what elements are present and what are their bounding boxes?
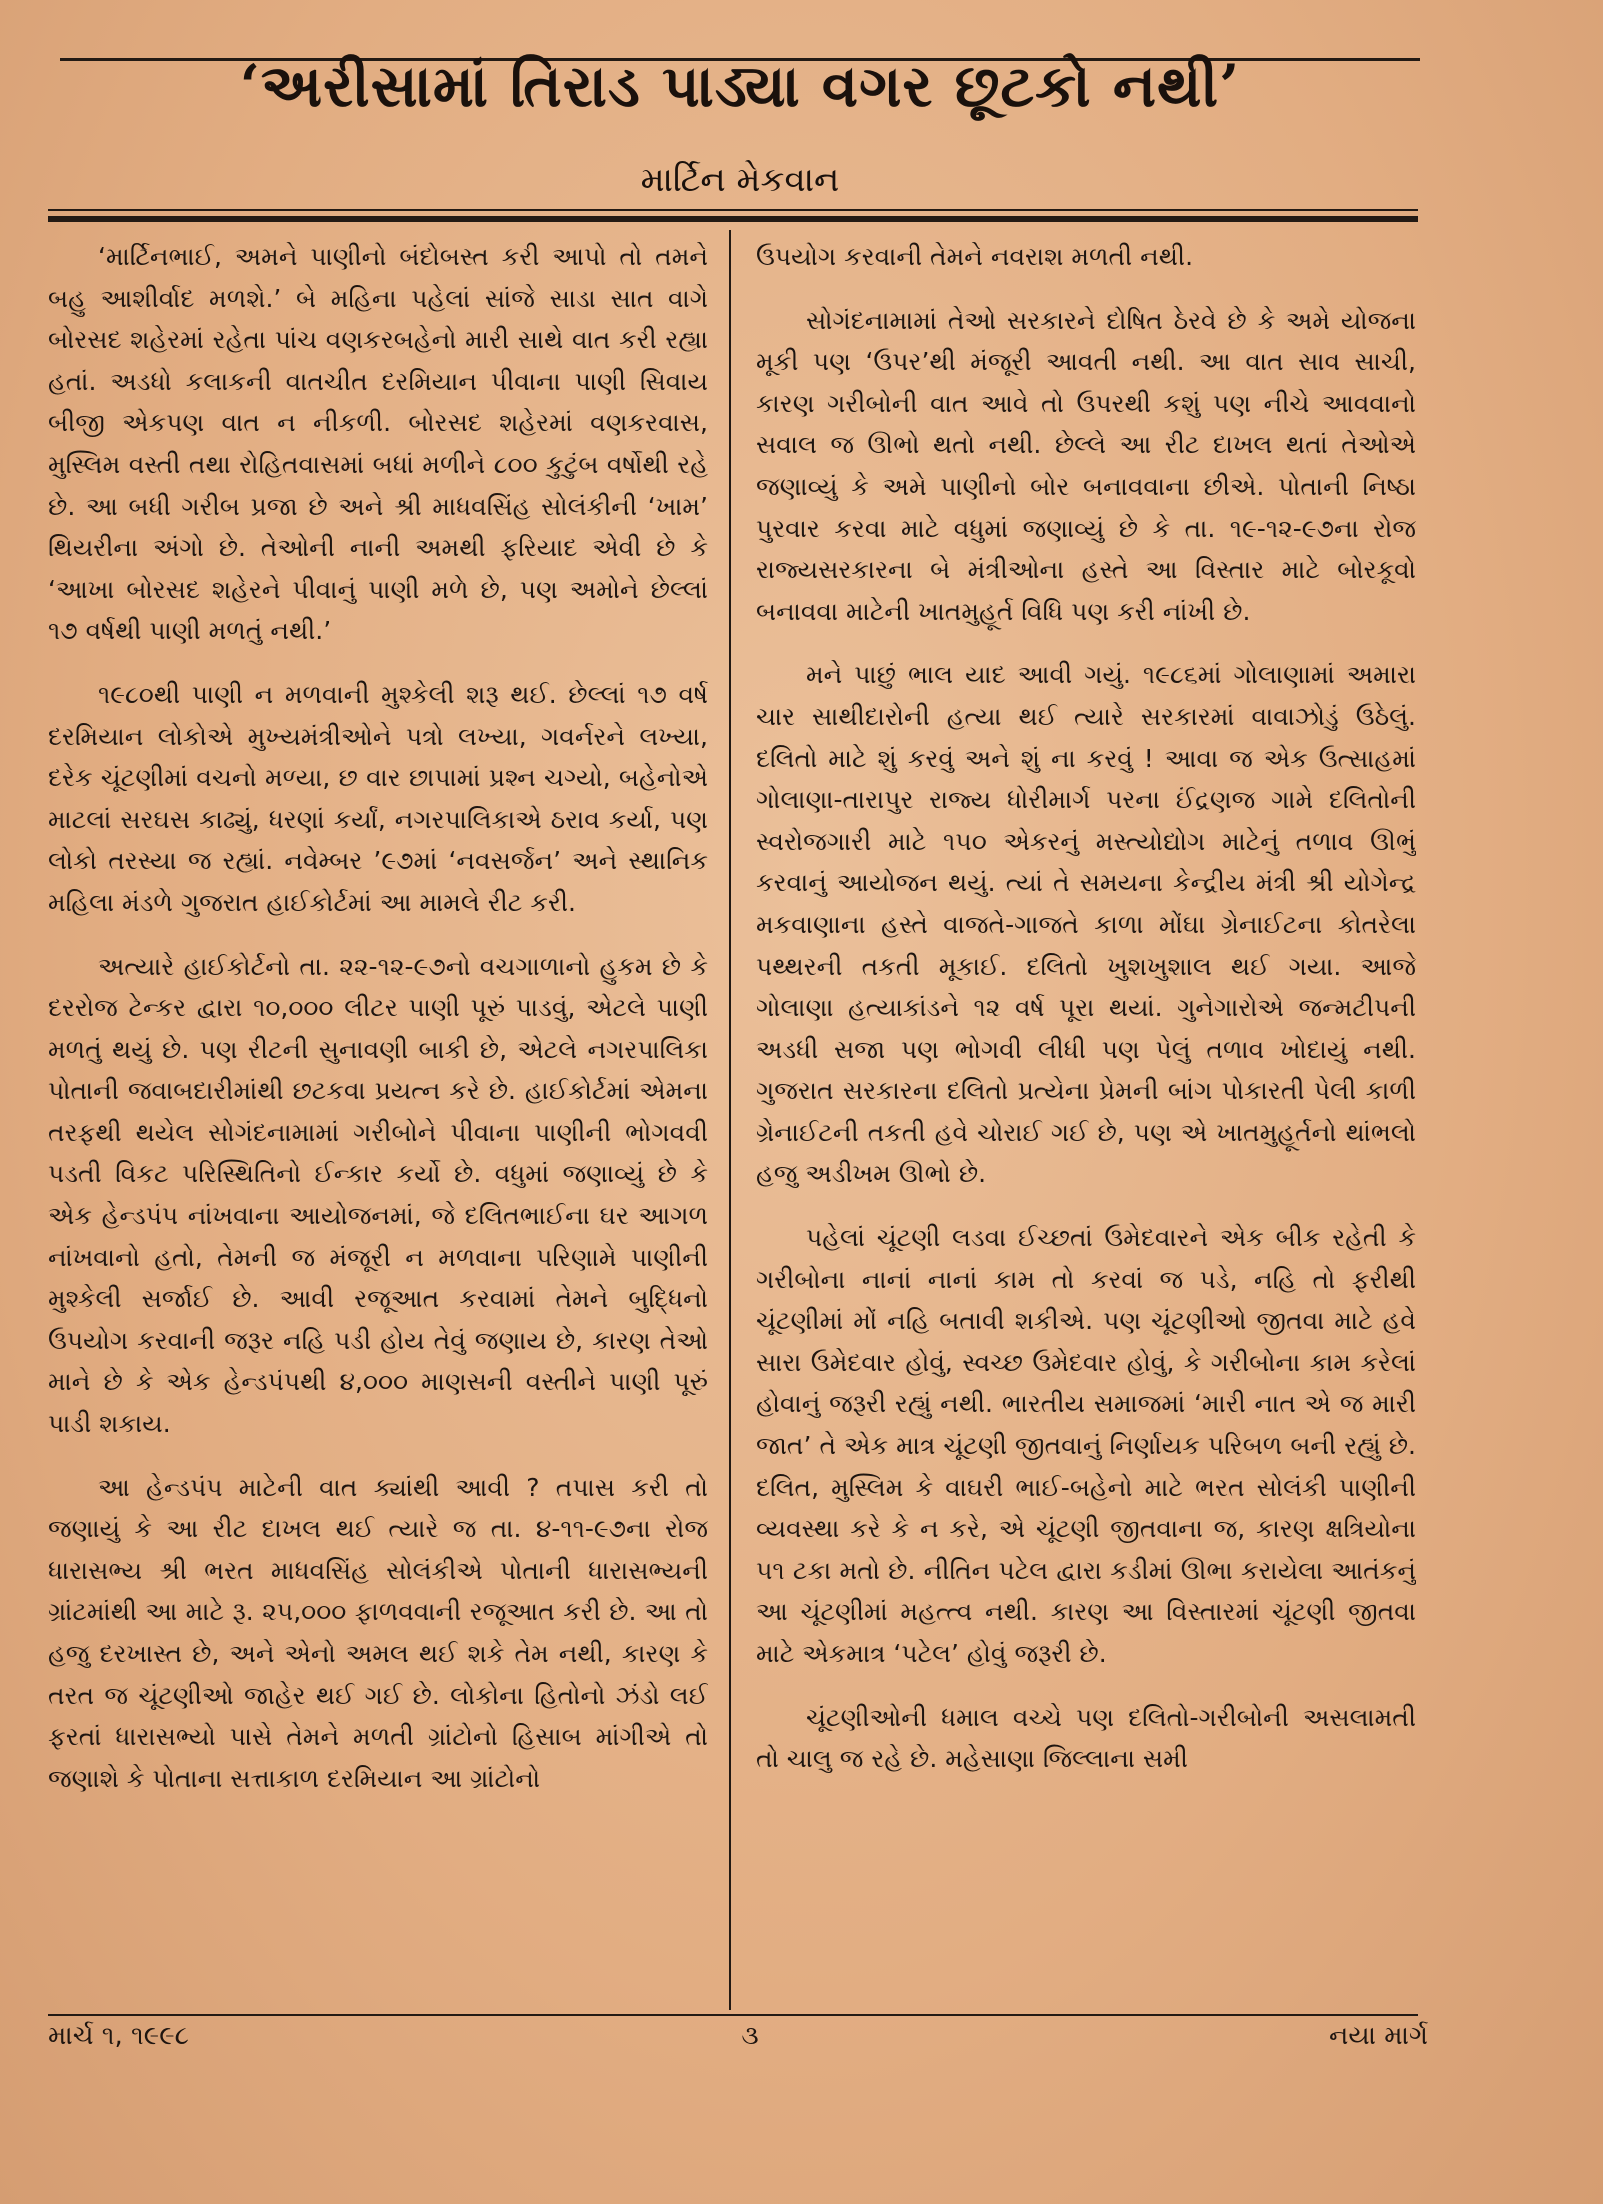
column-divider: [729, 230, 731, 2010]
footer-rule: [48, 2014, 1418, 2016]
right-column: [756, 236, 1416, 2006]
paragraph: અત્યારે હાઈકોર્ટનો તા. ૨૨-૧૨-૯૭નો વચગાળાનો હુકમ છે કે દરરોજ ટેન્કર દ્વારા ૧૦,૦૦૦ લીટર પાણી પૂરું પાડવું, એટલે પાણી મળતું થયું છે. પણ રીટની સુનાવણી બાકી છે, એટલે નગરપાલિકા પોતાની જવાબદારીમાંથી છટકવા પ્રયત્ન કરે છે. હાઈકોર્ટમાં એમના તરફથી થયેલ સોગંદનામામાં ગરીબોને પીવાના પાણીની ભોગવવી પડતી વિકટ પરિસ્થિતિનો ઈન્કાર કર્યો છે. વધુમાં જણાવ્યું છે કે એક હેન્ડપંપ નાંખવાના આયોજનમાં, જે દલિતભાઈના ઘર આગળ નાંખવાનો હતો, તેમની જ મંજૂરી ન મળવાના પરિણામે પાણીની મુશ્કેલી સર્જાઈ છે. આવી રજૂઆત કરવામાં તેમને બુદ્ધિનો ઉપયોગ કરવાની જરૂર નહિ પડી હોય તેવું જણાય છે, કારણ તેઓ માને છે કે એક હેન્ડપંપથી ૪,૦૦૦ માણસની વસ્તીને પાણી પૂરું પાડી શકાય.: [48, 951, 708, 1439]
article-title: ‘અરીસામાં તિરાડ પાડ્યા વગર છૂટકો નથી’: [239, 52, 1241, 120]
footer-publication: નયા માર્ગ: [1328, 2021, 1428, 2051]
footer-date: માર્ચ ૧, ૧૯૯૮: [48, 2021, 189, 2051]
article-author: માર્ટિન મેકવાન: [640, 160, 840, 200]
paragraph: પહેલાં ચૂંટણી લડવા ઈચ્છતાં ઉમેદવારને એક બીક રહેતી કે ગરીબોના નાનાં નાનાં કામ તો કરવાં જ પડે, નહિ તો ફરીથી ચૂંટણીમાં મોં નહિ બતાવી શકીએ. પણ ચૂંટણીઓ જીતવા માટે હવે સારા ઉમેદવાર હોવું, સ્વચ્છ ઉમેદવાર હોવું, કે ગરીબોના કામ કરેલાં હોવાનું જરૂરી રહ્યું નથી. ભારતીય સમાજમાં ‘મારી નાત એ જ મારી જાત’ તે એક માત્ર ચૂંટણી જીતવાનું નિર્ણાયક પરિબળ બની રહ્યું છે. દલિત, મુસ્લિમ કે વાઘરી ભાઈ-બહેનો માટે ભરત સોલંકી પાણીની વ્યવસ્થા કરે કે ન કરે, એ ચૂંટણી જીતવાના જ, કારણ ક્ષત્રિયોના ૫૧ ટકા મતો છે. નીતિન પટેલ દ્વારા કડીમાં ઊભા કરાયેલા આતંકનું આ ચૂંટણીમાં મહત્ત્વ નથી. કારણ આ વિસ્તારમાં ચૂંટણી જીતવા માટે એકમાત્ર ‘પટેલ’ હોવું જરૂરી છે.: [756, 1223, 1416, 1668]
left-column: [48, 236, 708, 2006]
paragraph: ‘માર્ટિનભાઈ, અમને પાણીનો બંદોબસ્ત કરી આપો તો તમને બહુ આશીર્વાદ મળશે.’ બે મહિના પહેલાં સાંજે સાડા સાત વાગે બોરસદ શહેરમાં રહેતા પાંચ વણકરબહેનો મારી સાથે વાત કરી રહ્યા હતાં. અડધો કલાકની વાતચીત દરમિયાન પીવાના પાણી સિવાય બીજી એકપણ વાત ન નીકળી. બોરસદ શહેરમાં વણકરવાસ, મુસ્લિમ વસ્તી તથા રોહિતવાસમાં બધાં મળીને ૮૦૦ કુટુંબ વર્ષોથી રહે છે. આ બધી ગરીબ પ્રજા છે અને શ્રી માધવસિંહ સોલંકીની ‘ખામ’ થિયરીના અંગો છે. તેઓની નાની અમથી ફરિયાદ એવી છે કે ‘આખા બોરસદ શહેરને પીવાનું પાણી મળે છે, પણ અમોને છેલ્લાં ૧૭ વર્ષથી પાણી મળતું નથી.’: [48, 242, 708, 646]
author-rule-thin: [48, 209, 1418, 211]
footer-page-number: ૩: [741, 2021, 759, 2051]
author-rule-thick: [48, 216, 1418, 222]
paragraph: મને પાછું ભાલ યાદ આવી ગયું. ૧૯૮૬માં ગોલાણામાં અમારા ચાર સાથીદારોની હત્યા થઈ ત્યારે સરકારમાં વાવાઝોડું ઉઠેલું. દલિતો માટે શું કરવું અને શું ના કરવું ! આવા જ એક ઉત્સાહમાં ગોલાણા-તારાપુર રાજ્ય ધોરીમાર્ગ પરના ઈંદ્રણજ ગામે દલિતોની સ્વરોજગારી માટે ૧૫૦ એકરનું મસ્ત્યોદ્યોગ માટેનું તળાવ ઊભું કરવાનું આયોજન થયું. ત્યાં તે સમયના કેન્દ્રીય મંત્રી શ્રી યોગેન્દ્ર મકવાણાના હસ્તે વાજતે-ગાજતે કાળા મોંઘા ગ્રેનાઈટના કોતરેલા પથ્થરની તકતી મૂકાઈ. દલિતો ખુશખુશાલ થઈ ગયા. આજે ગોલાણા હત્યાકાંડને ૧૨ વર્ષ પૂરા થયાં. ગુનેગારોએ જન્મટીપની અડધી સજા પણ ભોગવી લીધી પણ પેલું તળાવ ખોદાયું નથી. ગુજરાત સરકારના દલિતો પ્રત્યેના પ્રેમની બાંગ પોકારતી પેલી કાળી ગ્રેનાઈટની તકતી હવે ચોરાઈ ગઈ છે, પણ એ ખાતમુહૂર્તનો થાંભલો હજુ અડીખમ ઊભો છે.: [756, 660, 1416, 1189]
paragraph: સોગંદનામામાં તેઓ સરકારને દોષિત ઠેરવે છે કે અમે યોજના મૂકી પણ ‘ઉપર’થી મંજૂરી આવતી નથી. આ વાત સાવ સાચી, કારણ ગરીબોની વાત આવે તો ઉપરથી કશું પણ નીચે આવવાનો સવાલ જ ઊભો થતો નથી. છેલ્લે આ રીટ દાખલ થતાં તેઓએ જણાવ્યું કે અમે પાણીનો બોર બનાવવાના છીએ. પોતાની નિષ્ઠા પુરવાર કરવા માટે વધુમાં જણાવ્યું છે કે તા. ૧૯-૧૨-૯૭ના રોજ રાજ્યસરકારના બે મંત્રીઓના હસ્તે આ વિસ્તાર માટે બોરકૂવો બનાવવા માટેની ખાતમુહૂર્ત વિધિ પણ કરી નાંખી છે.: [756, 305, 1416, 626]
paragraph: આ હેન્ડપંપ માટેની વાત ક્યાંથી આવી ? તપાસ કરી તો જણાયું કે આ રીટ દાખલ થઈ ત્યારે જ તા. ૪-૧૧-૯૭ના રોજ ધારાસભ્ય શ્રી ભરત માધવસિંહ સોલંકીએ પોતાની ધારાસભ્યની ગ્રાંટમાંથી આ માટે રૂ. ૨૫,૦૦૦ ફાળવવાની રજૂઆત કરી છે. આ તો હજુ દરખાસ્ત છે, અને એનો અમલ થઈ શકે તેમ નથી, કારણ કે તરત જ ચૂંટણીઓ જાહેર થઈ ગઈ છે. લોકોના હિતોનો ઝંડો લઈ ફરતાં ધારાસભ્યો પાસે તેમને મળતી ગ્રાંટોનો હિસાબ માંગીએ તો જણાશે કે પોતાના સત્તાકાળ દરમિયાન આ ગ્રાંટોનો: [48, 1472, 708, 1793]
paragraph: ૧૯૮૦થી પાણી ન મળવાની મુશ્કેલી શરૂ થઈ. છેલ્લાં ૧૭ વર્ષ દરમિયાન લોકોએ મુખ્યમંત્રીઓને પત્રો લખ્યા, ગવર્નરને લખ્યા, દરેક ચૂંટણીમાં વચનો મળ્યા, છ વાર છાપામાં પ્રશ્ન ચગ્યો, બહેનોએ માટલાં સરઘસ કાઢ્યું, ધરણાં કર્યાં, નગરપાલિકાએ ઠરાવ કર્યા, પણ લોકો તરસ્યા જ રહ્યાં. નવેમ્બર ’૯૭માં ‘નવસર્જન’ અને સ્થાનિક મહિલા મંડળે ગુજરાત હાઈકોર્ટમાં આ મામલે રીટ કરી.: [48, 679, 708, 917]
paragraph: ચૂંટણીઓની ધમાલ વચ્ચે પણ દલિતો-ગરીબોની અસલામતી તો ચાલુ જ રહે છે. મહેસાણા જિલ્લાના સમી: [756, 1702, 1416, 1774]
paragraph: ઉપયોગ કરવાની તેમને નવરાશ મળતી નથી.: [756, 242, 1194, 271]
